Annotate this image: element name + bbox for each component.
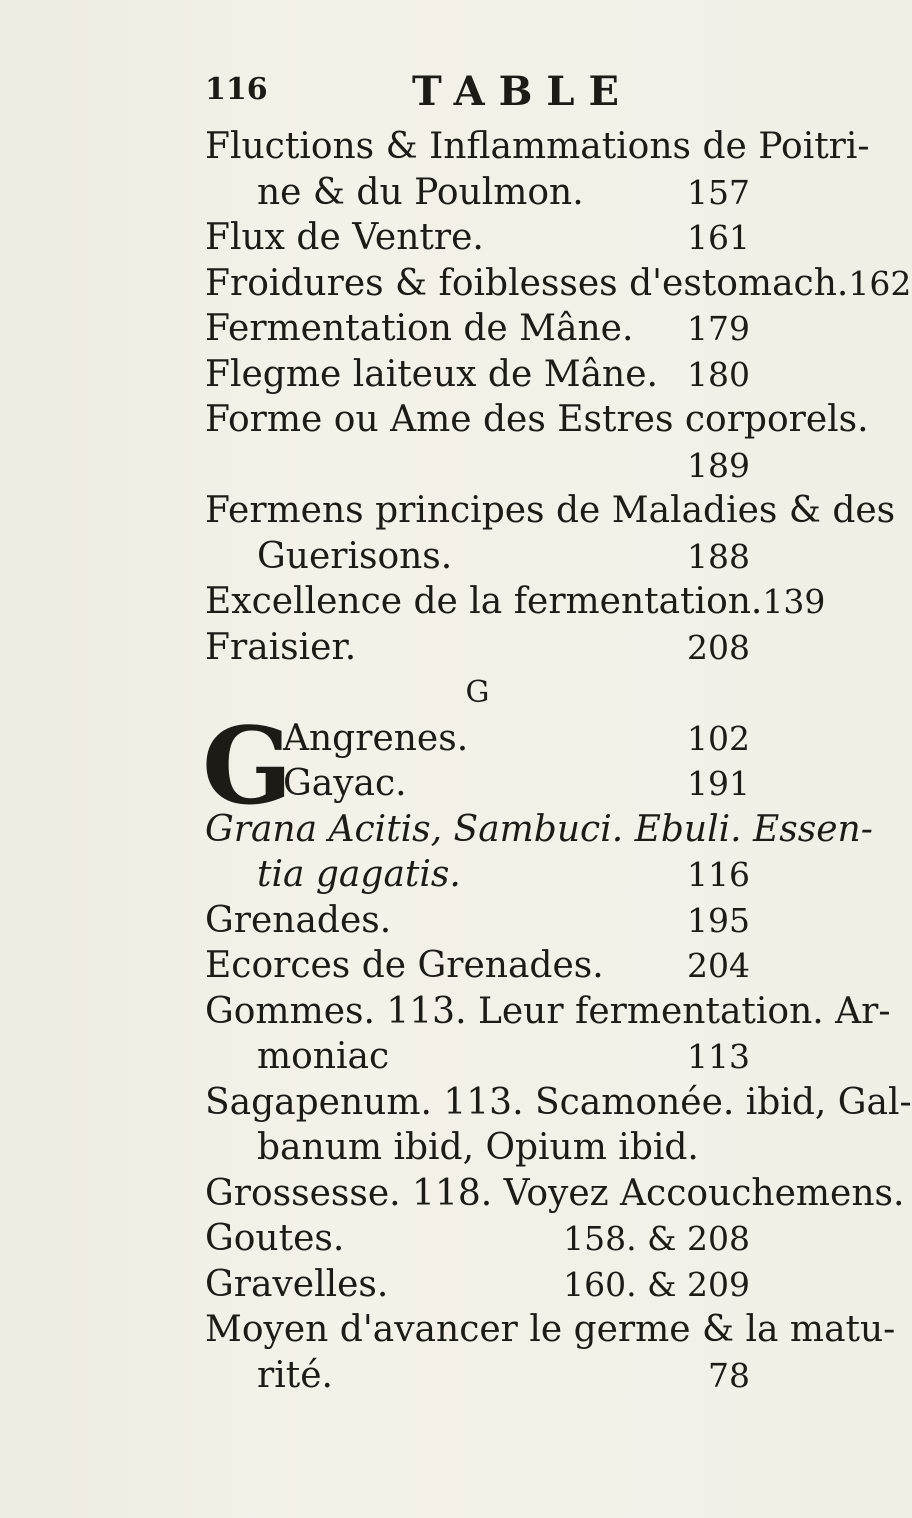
entry-page: 180 xyxy=(687,354,750,394)
index-entry xyxy=(205,261,912,307)
entry-text: tia gagatis. xyxy=(257,854,461,895)
index-entry xyxy=(205,215,750,261)
entry-text: banum ibid, Opium ibid. xyxy=(257,1127,699,1168)
entry-text: Ecorces de Grenades. xyxy=(205,945,604,986)
entry-page: 113 xyxy=(687,1037,750,1076)
entry-text: Grenades. xyxy=(205,899,392,941)
index-entry xyxy=(205,1080,912,1126)
index-entry xyxy=(205,1262,750,1308)
entry-page: 188 xyxy=(687,536,750,576)
index-entry xyxy=(205,397,869,443)
index-entry xyxy=(205,170,750,216)
entry-text: Gommes. 113. Leur fermentation. Ar- xyxy=(205,990,891,1032)
entry-text: Fraisier. xyxy=(205,626,357,668)
index-entry xyxy=(205,943,750,989)
drop-cap: G xyxy=(202,702,293,828)
entry-text: Grossesse. 118. Voyez Accouchemens. xyxy=(205,1172,905,1214)
entry-text: Goutes. xyxy=(205,1218,345,1259)
entry-page: 158. & 208 xyxy=(563,1219,750,1258)
index-entry xyxy=(205,1353,750,1399)
entry-text: rité. xyxy=(257,1354,333,1396)
entry-text: Moyen d'avancer le germe & la matu- xyxy=(205,1309,896,1350)
index-entry xyxy=(205,1171,905,1217)
entry-text: Gravelles. xyxy=(205,1263,389,1305)
entry-text: Fluctions & Inflammations de Poitri- xyxy=(205,126,870,167)
entry-page: 157 xyxy=(687,172,750,212)
entry-text: Guerisons. xyxy=(257,535,453,577)
entry-page: 162 xyxy=(848,263,912,303)
entry-text: Sagapenum. 113. Scamonée. ibid, Gal- xyxy=(205,1081,912,1123)
entry-page: 179 xyxy=(687,309,750,348)
entry-text: Angrenes. xyxy=(283,717,469,759)
entry-text: Forme ou Ame des Estres corporels. xyxy=(205,399,869,440)
index-entry xyxy=(205,898,750,944)
entry-page: 204 xyxy=(687,946,750,985)
entry-text: Froidures & foiblesses d'estomach. xyxy=(205,262,849,304)
index-entry xyxy=(205,1307,896,1353)
entry-page: 191 xyxy=(687,764,750,803)
entry-page: 161 xyxy=(687,218,750,257)
entry-text: Fermens principes de Maladies & des xyxy=(205,490,896,531)
index-entry xyxy=(205,852,750,898)
page-number: 116 xyxy=(205,72,268,107)
entry-text: Flegme laiteux de Mâne. xyxy=(205,353,658,395)
entry-text: Fermentation de Mâne. xyxy=(205,308,634,349)
page-header xyxy=(0,68,800,122)
index-entry xyxy=(205,1216,750,1262)
index-entry xyxy=(205,534,750,580)
index-entry xyxy=(205,579,826,625)
entry-page: 208 xyxy=(687,627,750,667)
index-entry xyxy=(205,443,750,489)
index-entry xyxy=(205,1034,750,1080)
entry-page: 102 xyxy=(687,718,750,758)
entry-page: 78 xyxy=(708,1355,750,1395)
index-entries xyxy=(202,124,912,1398)
entry-page: 195 xyxy=(687,900,750,940)
entry-page: 139 xyxy=(762,582,826,621)
index-entry xyxy=(205,625,750,671)
index-entry xyxy=(205,989,891,1035)
running-title: TABLE xyxy=(412,68,634,115)
entry-page: 160. & 209 xyxy=(563,1264,750,1304)
entry-text: G xyxy=(465,675,490,710)
index-entry xyxy=(205,306,750,352)
index-entry xyxy=(205,488,896,534)
entry-page: 116 xyxy=(687,855,750,894)
entry-text: Gayac. xyxy=(283,763,407,804)
entry-text: moniac xyxy=(257,1036,390,1077)
entry-text: Excellence de la fermentation. xyxy=(205,581,763,622)
index-entry xyxy=(205,1125,750,1171)
entry-text: Flux de Ventre. xyxy=(205,217,484,258)
index-entry xyxy=(205,352,750,398)
entry-text: ne & du Poulmon. xyxy=(257,171,584,213)
entry-text: Grana Acitis, Sambuci. Ebuli. Essen- xyxy=(205,808,873,850)
entry-page: 189 xyxy=(687,445,750,485)
index-entry xyxy=(205,124,870,170)
